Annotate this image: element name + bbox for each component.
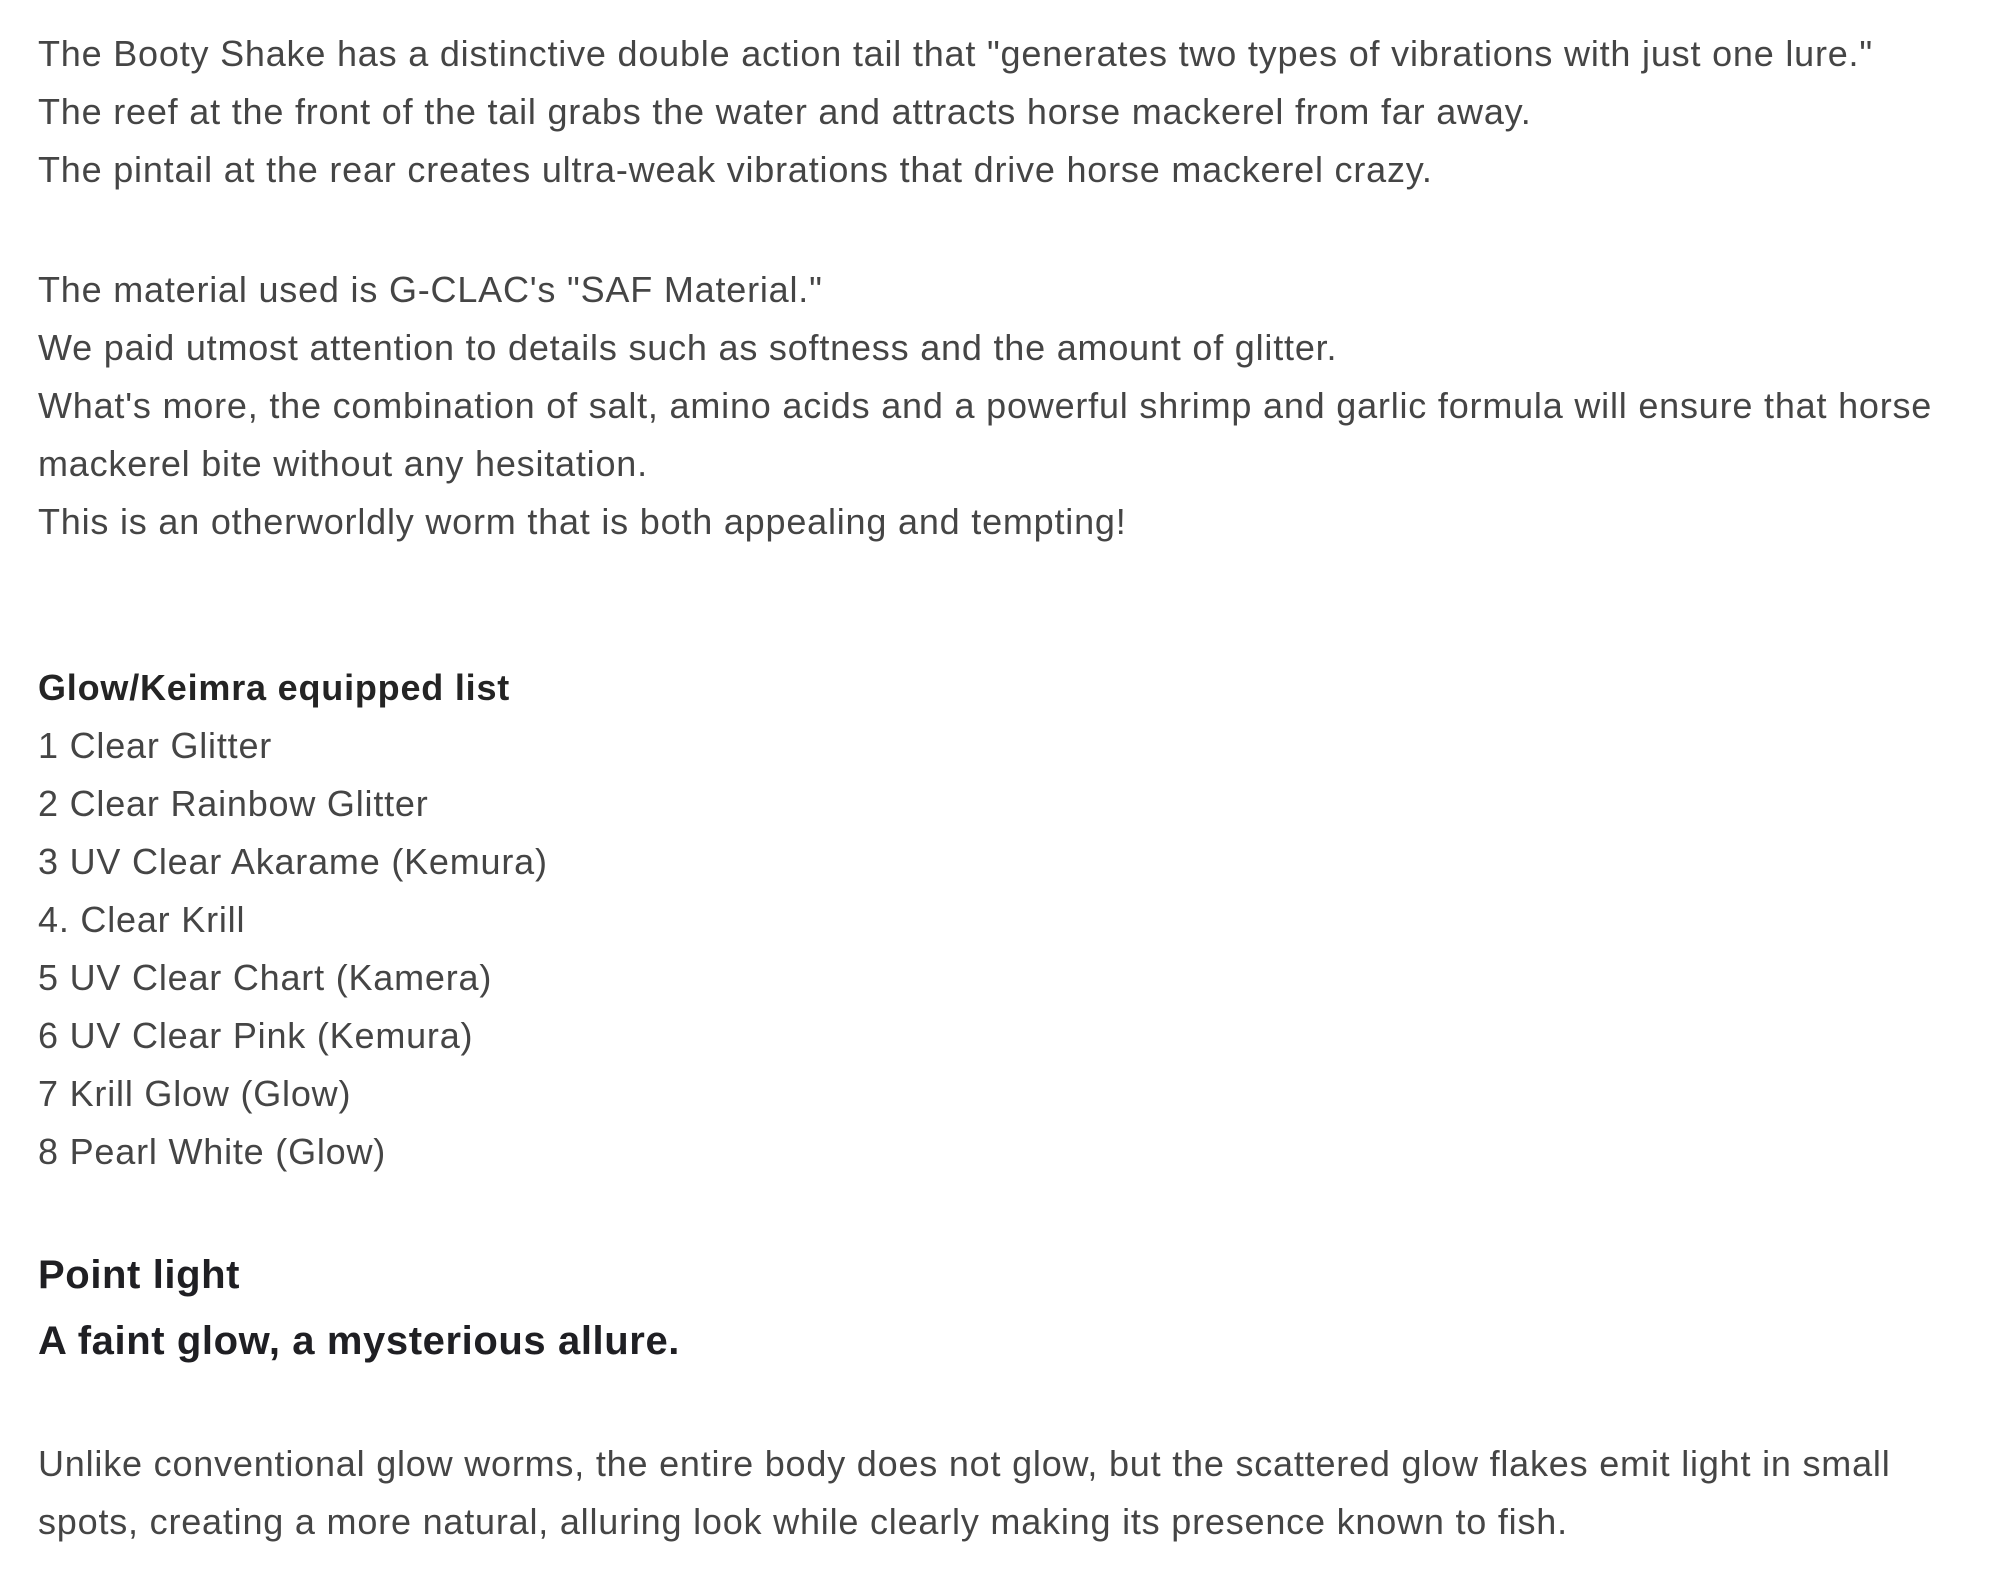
material-line-3: What's more, the combination of salt, amino acids and a powerful shrimp and garlic formula will ensure that horse mackerel bite without any hesitation.	[38, 385, 1933, 484]
glow-list-item-3: 3 UV Clear Akarame (Kemura)	[38, 841, 548, 882]
glow-list-item-5: 5 UV Clear Chart (Kamera)	[38, 957, 493, 998]
glow-list-item-7: 7 Krill Glow (Glow)	[38, 1073, 352, 1114]
glow-list-item-2: 2 Clear Rainbow Glitter	[38, 783, 429, 824]
glow-list-item-4: 4. Clear Krill	[38, 899, 246, 940]
point-light-tagline: A faint glow, a mysterious allure.	[38, 1319, 681, 1363]
intro-line-2: The reef at the front of the tail grabs the water and attracts horse mackerel from far away.	[38, 91, 1532, 132]
intro-paragraph	[38, 25, 1960, 199]
explanation-line-1: Unlike conventional glow worms, the entire body does not glow, but the scattered glow flakes emit light in small spots, creating a more natural, alluring look while clearly making its presence known to fish.	[38, 1443, 1891, 1542]
intro-line-3: The pintail at the rear creates ultra-weak vibrations that drive horse mackerel crazy.	[38, 149, 1433, 190]
material-line-2: We paid utmost attention to details such as softness and the amount of glitter.	[38, 327, 1338, 368]
glow-list-item-6: 6 UV Clear Pink (Kemura)	[38, 1015, 474, 1056]
glow-list-item-8: 8 Pearl White (Glow)	[38, 1131, 387, 1172]
intro-line-1: The Booty Shake has a distinctive double action tail that "generates two types of vibrations with just one lure."	[38, 33, 1873, 74]
glow-list-item-1: 1 Clear Glitter	[38, 725, 273, 766]
point-light-section	[38, 1242, 1960, 1374]
glow-explanation-paragraph	[38, 1435, 1960, 1551]
material-paragraph	[38, 261, 1960, 551]
point-light-heading: Point light	[38, 1253, 241, 1297]
glow-list-title: Glow/Keimra equipped list	[38, 667, 511, 708]
material-line-4: This is an otherworldly worm that is both appealing and tempting!	[38, 501, 1127, 542]
glow-keimra-equipped-list	[38, 659, 1960, 1181]
material-line-1: The material used is G-CLAC's "SAF Material."	[38, 269, 823, 310]
